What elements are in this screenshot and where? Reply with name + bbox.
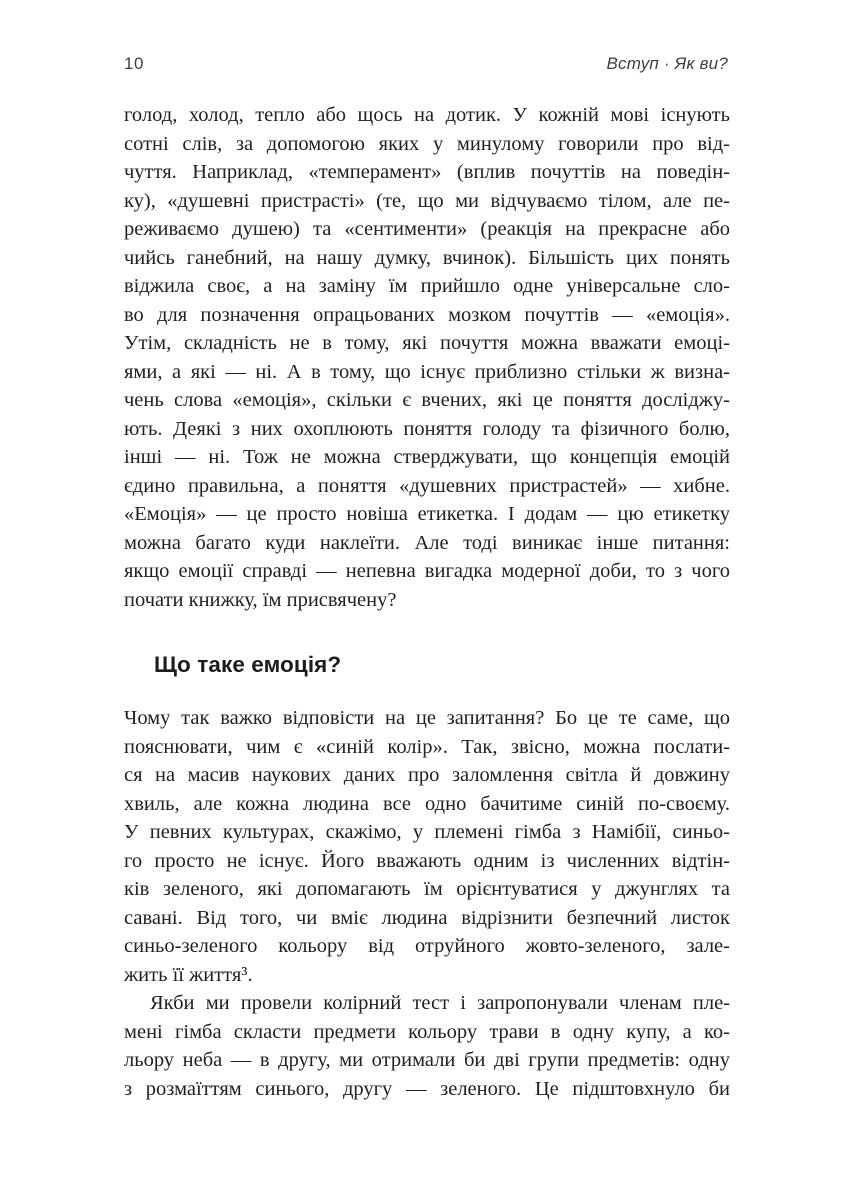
- running-head-title: Вступ · Як ви?: [606, 54, 728, 73]
- section-heading: Що таке емоція?: [154, 652, 342, 677]
- text-line: жить її життя³.: [124, 963, 253, 986]
- paragraph: [124, 704, 730, 989]
- text-line: пояснювати, чим є «синій колір». Так, звісно, можна послати-: [124, 735, 730, 758]
- text-line: ють. Деякі з них охоплюють поняття голоду та фізичного болю,: [124, 417, 730, 440]
- text-line: віджила своє, а на заміну їм прийшло одне універсальне сло-: [124, 275, 730, 297]
- page-body: [0, 74, 849, 1103]
- text-line: почати книжку, їм присвячену?: [124, 588, 397, 611]
- text-line: во для позначення опрацьованих мозком почуттів — «емоція».: [124, 303, 730, 326]
- text-line: хвиль, але кожна людина все одно бачитиме синій по-своєму.: [124, 792, 730, 815]
- text-line: ку), «душевні пристрасті» (те, що ми відчуваємо тілом, але пе-: [124, 189, 730, 212]
- text-line: «Емоція» — це просто новіша етикетка. І додам — цю етикетку: [124, 503, 730, 525]
- text-line: з розмаїттям синього, другу — зеленого. Це підштовхнуло би: [124, 1077, 730, 1100]
- text-line: чуття. Наприклад, «темперамент» (вплив почуттів на поведін-: [124, 161, 730, 183]
- text-line: чень слова «емоція», скільки є вчених, які це поняття досліджу-: [124, 389, 730, 411]
- text-line: інші — ні. Тож не можна стверджувати, що концепція емоцій: [124, 446, 730, 468]
- page-number: 10: [124, 54, 144, 73]
- text-line: Якби ми провели колірний тест і запропонували членам пле-: [150, 992, 730, 1014]
- paragraph: [124, 989, 730, 1103]
- text-line: єдино правильна, а поняття «душевних пристрастей» — хибне.: [124, 474, 730, 497]
- paragraph-continuation: [124, 101, 730, 614]
- text-line: Чому так важко відповісти на це запитання? Бо це те саме, що: [124, 707, 730, 729]
- text-line: голод, холод, тепло або щось на дотик. У кожній мові існують: [124, 104, 730, 126]
- text-line: савані. Від того, чи вміє людина відрізнити безпечний листок: [124, 906, 730, 929]
- text-line: Утім, складність не в тому, які почуття можна вважати емоці-: [124, 332, 730, 354]
- text-line: ся на масив наукових даних про заломлення світла й довжину: [124, 764, 730, 786]
- text-line: ків зеленого, які допомагають їм орієнтуватися у джунглях та: [124, 878, 730, 900]
- text-line: якщо емоції справді — непевна вигадка модерної доби, то з чого: [124, 560, 730, 582]
- text-line: чийсь ганебний, на нашу думку, вчинок). Більшість цих понять: [124, 246, 730, 269]
- text-line: ями, а які — ні. А в тому, що існує приблизно стільки ж визна-: [124, 360, 730, 383]
- running-header: [0, 0, 849, 74]
- text-line: синьо-зеленого кольору від отруйного жовто-зеленого, зале-: [124, 935, 730, 957]
- text-line: реживаємо душею) та «сентименти» (реакція на прекрасне або: [124, 218, 730, 240]
- text-line: льору неба — в другу, ми отримали би дві групи предметів: одну: [124, 1049, 730, 1071]
- text-line: можна багато куди наклеїти. Але тоді виникає інше питання:: [124, 531, 730, 554]
- text-line: сотні слів, за допомогою яких у минулому говорили про від-: [124, 132, 730, 155]
- text-line: У певних культурах, скажімо, у племені гімба з Намібії, синьо-: [124, 821, 730, 843]
- text-line: го просто не існує. Його вважають одним із численних відтін-: [124, 849, 730, 872]
- text-line: мені гімба скласти предмети кольору трави в одну купу, а ко-: [124, 1020, 730, 1043]
